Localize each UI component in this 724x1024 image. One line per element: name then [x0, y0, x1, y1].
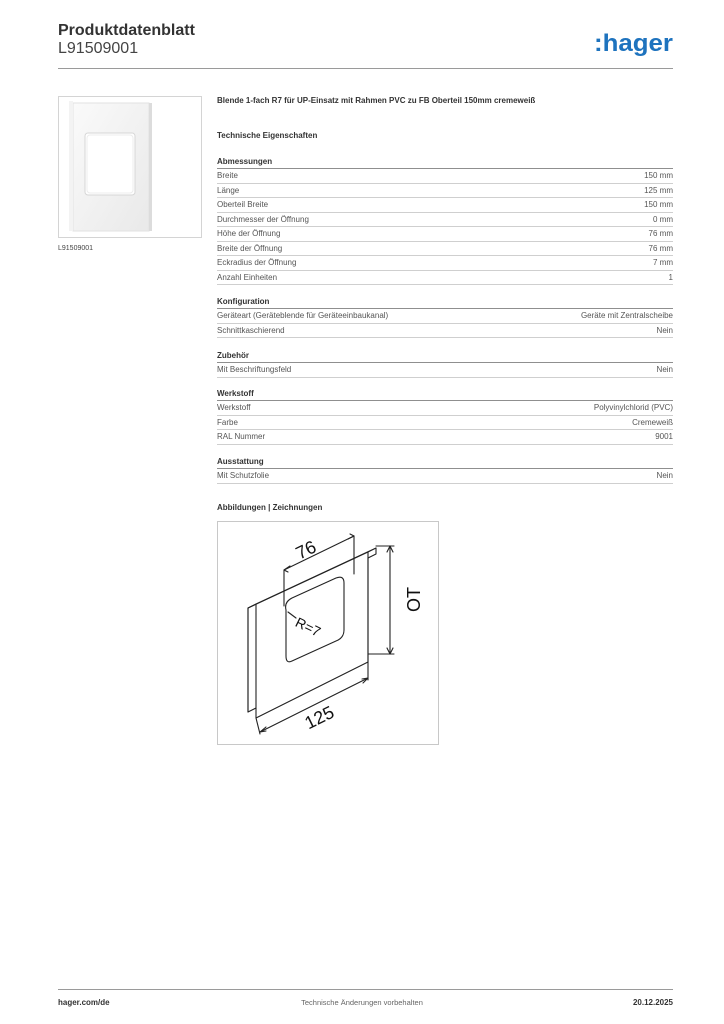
row-label: Oberteil Breite — [217, 200, 269, 209]
product-image — [58, 96, 202, 238]
row-value: 76 mm — [648, 243, 673, 253]
section-title: Abmessungen — [217, 155, 673, 169]
section-title: Konfiguration — [217, 295, 673, 309]
dimension-drawing — [218, 522, 438, 744]
section-title: Zubehör — [217, 349, 673, 363]
footer-website-link[interactable]: hager.com/de — [58, 998, 110, 1007]
dim-line-height — [368, 546, 394, 654]
table-row — [217, 256, 673, 271]
footer-notice: Technische Änderungen vorbehalten — [301, 998, 423, 1007]
row-value: Nein — [656, 365, 673, 374]
row-value: Nein — [656, 325, 673, 335]
table-row — [217, 363, 673, 378]
row-value: 150 mm — [644, 171, 673, 180]
row-label: Mit Beschriftungsfeld — [217, 365, 292, 374]
table-row — [217, 184, 673, 199]
row-label: Breite der Öffnung — [217, 243, 283, 253]
row-label: Höhe der Öffnung — [217, 229, 281, 238]
section-konfiguration — [217, 295, 673, 338]
table-row — [217, 401, 673, 416]
row-label: Schnittkaschierend — [217, 325, 285, 335]
hager-logo[interactable] — [594, 28, 674, 58]
dim-length-label: 125 — [301, 702, 338, 734]
figures-heading: Abbildungen | Zeichnungen — [217, 503, 323, 512]
footer-date: 20.12.2025 — [632, 998, 673, 1007]
table-row — [217, 469, 673, 484]
row-value: 7 mm — [653, 258, 673, 267]
table-row — [217, 309, 673, 324]
product-description: Blende 1-fach R7 für UP-Einsatz mit Rahmen PVC zu FB Oberteil 150mm cremeweiß — [217, 96, 536, 105]
table-row — [217, 169, 673, 184]
row-value: 1 — [668, 272, 673, 282]
dim-width-label: 76 — [292, 536, 320, 564]
cover-plate-illustration — [59, 97, 201, 237]
table-row — [217, 416, 673, 431]
doc-subtitle: L91509001 — [58, 40, 139, 57]
dim-radius-label: R=7 — [292, 613, 324, 640]
section-title: Werkstoff — [217, 387, 673, 401]
table-row — [217, 227, 673, 242]
dim-radius-leader — [288, 612, 296, 618]
row-label: Werkstoff — [217, 403, 251, 412]
table-row — [217, 213, 673, 228]
row-label: Farbe — [217, 417, 238, 427]
table-row — [217, 324, 673, 339]
section-zubehoer — [217, 349, 673, 378]
row-value: Geräte mit Zentralscheibe — [580, 311, 673, 320]
section-title: Ausstattung — [217, 455, 673, 469]
row-label: RAL Nummer — [217, 432, 266, 441]
row-value: 150 mm — [644, 200, 673, 209]
footer-divider — [58, 989, 673, 990]
tech-properties-heading: Technische Eigenschaften — [217, 131, 318, 140]
logo-text: :hager — [594, 30, 673, 57]
plate-opening — [286, 577, 344, 662]
row-label: Anzahl Einheiten — [217, 272, 278, 282]
doc-title: Produktdatenblatt — [58, 22, 195, 39]
table-row — [217, 271, 673, 286]
row-label: Geräteart (Geräteblende für Geräteeinbaukanal) — [217, 311, 389, 320]
section-abmessungen — [217, 155, 673, 285]
header-divider — [58, 68, 673, 69]
row-label: Durchmesser der Öffnung — [217, 214, 309, 224]
table-row — [217, 198, 673, 213]
row-value: 9001 — [655, 432, 673, 441]
row-label: Länge — [217, 185, 240, 195]
table-row — [217, 430, 673, 445]
table-row — [217, 242, 673, 257]
row-value: Nein — [656, 471, 673, 480]
row-value: 76 mm — [648, 229, 673, 238]
row-value: 0 mm — [653, 214, 673, 224]
section-ausstattung — [217, 455, 673, 484]
row-value: 125 mm — [644, 185, 673, 195]
technical-drawing — [217, 521, 439, 745]
row-value: Polyvinylchlorid (PVC) — [593, 403, 673, 412]
section-werkstoff — [217, 387, 673, 445]
row-value: Cremeweiß — [632, 417, 673, 427]
dim-height-label: OT — [404, 587, 424, 612]
row-label: Mit Schutzfolie — [217, 471, 270, 480]
row-label: Eckradius der Öffnung — [217, 258, 297, 267]
row-label: Breite — [217, 171, 238, 180]
image-caption: L91509001 — [58, 245, 94, 252]
